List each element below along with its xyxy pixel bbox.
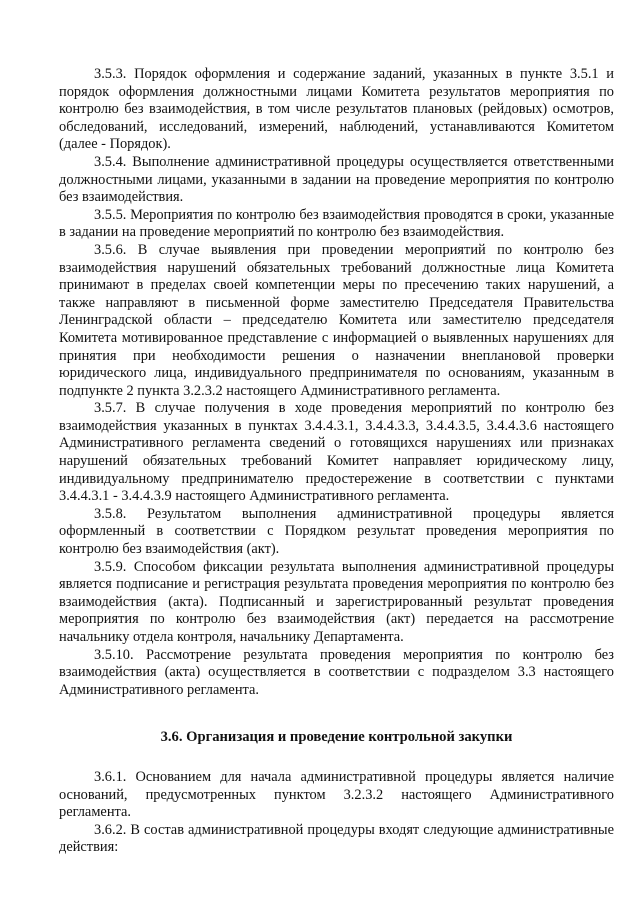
- paragraph-3-6-1: 3.6.1. Основанием для начала административной процедуры является наличие оснований, предусмотренных пунктом 3.2.3.2 настоящего Административного регламента.: [59, 768, 614, 821]
- paragraph-3-5-3: 3.5.3. Порядок оформления и содержание заданий, указанных в пункте 3.5.1 и порядок оформления должностными лицами Комитета результатов мероприятия по контролю без взаимодействия, в том числе результатов плановых (рейдовых) осмотров, обследований, исследований, измерений, наблюдений, устанавливаются Комитетом (далее - Порядок).: [59, 66, 614, 153]
- paragraph-3-5-9: 3.5.9. Способом фиксации результата выполнения административной процедуры является подписание и регистрация результата проведения мероприятия по контролю без взаимодействия (акта). Подписанный и зарегистрированный результат проведения мероприятия по контролю без взаимодействия (акт) передается на рассмотрение начальнику отдела контроля, начальнику Департамента.: [59, 558, 614, 645]
- paragraph-3-5-6: 3.5.6. В случае выявления при проведении мероприятий по контролю без взаимодействия нарушений обязательных требований должностные лица Комитета принимают в пределах своей компетенции меры по пресечению таких нарушений, а также направляют в письменной форме заместителю Председателя Правительства Ленинградской области – председателю Комитета или заместителю председателя Комитета мотивированное представление с информацией о выявленных нарушениях для принятия при необходимости решения о назначении внеплановой проверки юридического лица, индивидуального предпринимателя по основаниям, указанным в подпункте 2 пункта 3.2.3.2 настоящего Административного регламента.: [59, 241, 614, 399]
- paragraph-3-5-8: 3.5.8. Результатом выполнения административной процедуры является оформленный в соответствии с Порядком результат проведения мероприятия по контролю без взаимодействия (акт).: [59, 505, 614, 558]
- paragraph-3-5-5: 3.5.5. Мероприятия по контролю без взаимодействия проводятся в сроки, указанные в задании на проведение мероприятий по контролю без взаимодействия.: [59, 206, 614, 241]
- paragraph-3-5-7: 3.5.7. В случае получения в ходе проведения мероприятий по контролю без взаимодействия указанных в пунктах 3.4.4.3.1, 3.4.4.3.3, 3.4.4.3.5, 3.4.4.3.6 настоящего Административного регламента сведений о готовящихся нарушениях или признаках нарушений обязательных требований Комитет направляет юридическому лицу, индивидуальному предпринимателю предостережение в соответствии с пунктами 3.4.4.3.1 - 3.4.4.3.9 настоящего Административного регламента.: [59, 400, 614, 505]
- paragraph-3-6-2: 3.6.2. В состав административной процедуры входят следующие административные действия:: [59, 821, 614, 856]
- section-heading-3-6: 3.6. Организация и проведение контрольной закупки: [160, 729, 513, 746]
- paragraph-3-5-4: 3.5.4. Выполнение административной процедуры осуществляется ответственными должностными лицами, указанными в задании на проведение мероприятия по контролю без взаимодействия.: [59, 153, 614, 206]
- paragraph-3-5-10: 3.5.10. Рассмотрение результата проведения мероприятия по контролю без взаимодействия (акта) осуществляется в соответствии с подразделом 3.3 настоящего Административного регламента.: [59, 646, 614, 698]
